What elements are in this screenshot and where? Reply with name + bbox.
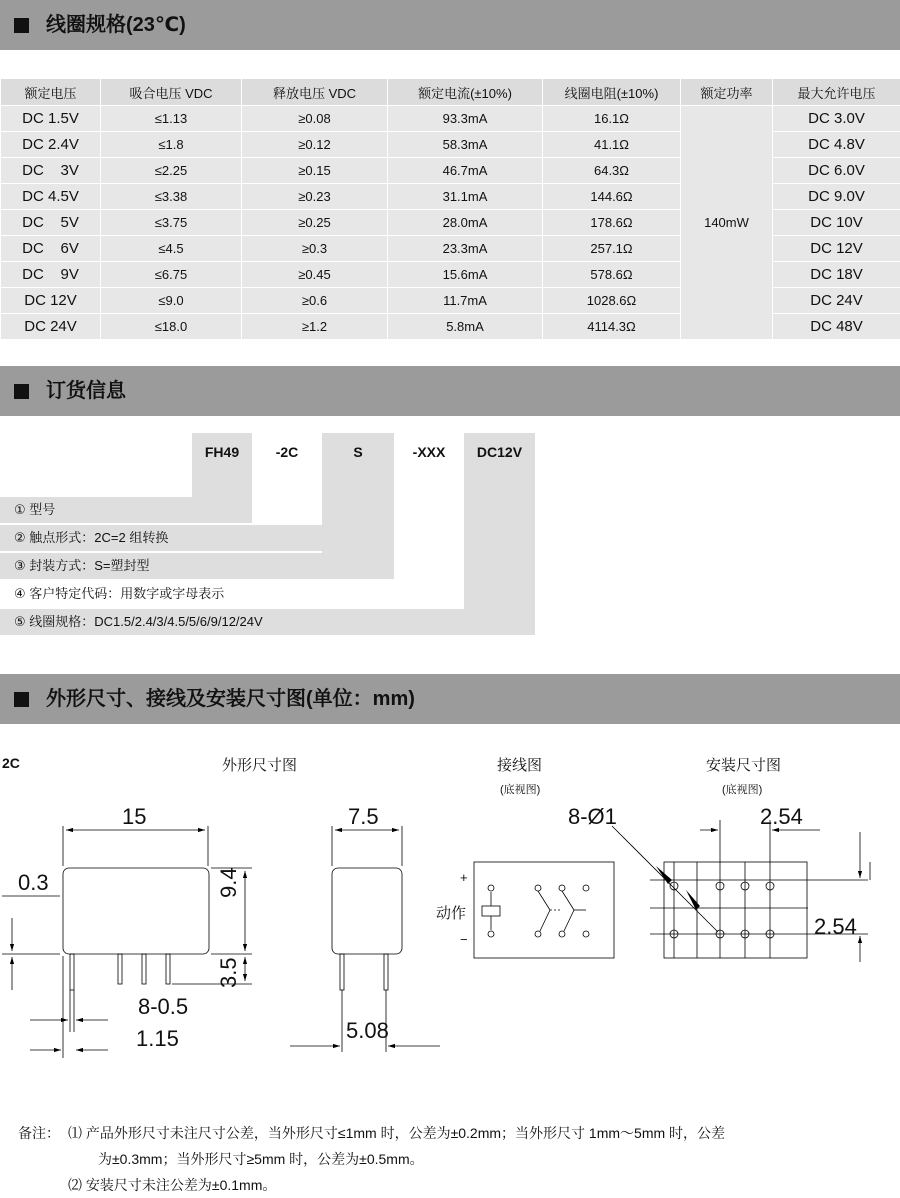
table-cell: 578.6Ω — [543, 262, 681, 288]
table-cell: 41.1Ω — [543, 132, 681, 158]
table-cell: DC 9V — [1, 262, 101, 288]
table-cell: 5.8mA — [388, 314, 543, 340]
table-cell: DC 5V — [1, 210, 101, 236]
table-cell: 11.7mA — [388, 288, 543, 314]
table-cell: 257.1Ω — [543, 236, 681, 262]
coil-label: 动作 — [436, 902, 466, 923]
wiring-subtitle: (底视图) — [500, 781, 540, 797]
header-cell: 吸合电压 VDC — [101, 79, 242, 106]
order-line: ⑤ 线圈规格：DC1.5/2.4/3/4.5/5/6/9/12/24V — [14, 609, 263, 635]
dim-label-9-4: 9.4 — [216, 867, 242, 898]
order-code-model: FH49 — [192, 433, 252, 471]
table-cell: DC 1.5V — [1, 106, 101, 132]
table-cell: 58.3mA — [388, 132, 543, 158]
table-cell: 28.0mA — [388, 210, 543, 236]
table-cell: ≥1.2 — [242, 314, 388, 340]
table-cell: DC 48V — [773, 314, 900, 340]
table-cell: ≥0.08 — [242, 106, 388, 132]
table-cell: 93.3mA — [388, 106, 543, 132]
dim-label-hole: 8-Ø1 — [568, 804, 617, 830]
table-cell: 46.7mA — [388, 158, 543, 184]
table-cell: 4114.3Ω — [543, 314, 681, 340]
table-cell: ≤4.5 — [101, 236, 242, 262]
table-cell: 16.1Ω — [543, 106, 681, 132]
header-cell: 额定电压 — [1, 79, 101, 106]
note-1a: ⑴ 产品外形尺寸未注尺寸公差，当外形尺寸≤1mm 时，公差为±0.2mm；当外形尺寸 1mm～5mm 时，公差 — [68, 1120, 725, 1146]
notes-prefix: 备注： — [18, 1120, 60, 1146]
dim-label-7-5: 7.5 — [348, 804, 379, 830]
relay-front-body — [63, 868, 209, 954]
table-cell: DC 3.0V — [773, 106, 900, 132]
order-line: ② 触点形式：2C=2 组转换 — [14, 525, 168, 551]
table-cell: ≥0.12 — [242, 132, 388, 158]
order-code-contact: -2C — [252, 433, 322, 471]
table-cell: ≤1.8 — [101, 132, 242, 158]
table-cell: ≤9.0 — [101, 288, 242, 314]
variant-label: 2C — [2, 755, 20, 771]
table-cell: DC 12V — [773, 236, 900, 262]
mount-subtitle: (底视图) — [722, 781, 762, 797]
section-title: 外形尺寸、接线及安装尺寸图(单位：mm) — [46, 674, 415, 724]
header-cell: 线圈电阻(±10%) — [543, 79, 681, 106]
note-2: ⑵ 安装尺寸未注公差为±0.1mm。 — [68, 1172, 276, 1198]
table-cell: ≥0.25 — [242, 210, 388, 236]
table-cell: ≤3.38 — [101, 184, 242, 210]
table-cell: ≤3.75 — [101, 210, 242, 236]
relay-side-body — [332, 868, 402, 954]
table-cell: ≥0.6 — [242, 288, 388, 314]
header-cell: 额定电流(±10%) — [388, 79, 543, 106]
table-cell: ≤6.75 — [101, 262, 242, 288]
outline-title: 外形尺寸图 — [222, 754, 297, 775]
section-title: 线圈规格(23℃) — [46, 0, 186, 50]
dim-label-3-5: 3.5 — [216, 957, 242, 988]
table-cell: DC 12V — [1, 288, 101, 314]
table-cell: ≥0.15 — [242, 158, 388, 184]
dim-label-1-15: 1.15 — [136, 1026, 179, 1052]
table-cell: ≥0.45 — [242, 262, 388, 288]
table-cell: ≥0.23 — [242, 184, 388, 210]
table-cell: DC 4.5V — [1, 184, 101, 210]
header-cell: 最大允许电压 — [773, 79, 900, 106]
table-cell: 64.3Ω — [543, 158, 681, 184]
dim-label-8-0-5: 8-0.5 — [138, 994, 188, 1020]
table-cell: ≤1.13 — [101, 106, 242, 132]
dim-label-pitch-x: 2.54 — [760, 804, 803, 830]
table-cell: DC 9.0V — [773, 184, 900, 210]
rated-power-cell: 140mW — [681, 106, 773, 340]
plus-sign: + — [460, 870, 468, 885]
table-cell: 178.6Ω — [543, 210, 681, 236]
coil-symbol — [482, 906, 500, 916]
table-cell: 1028.6Ω — [543, 288, 681, 314]
dim-label-pitch-y: 2.54 — [814, 914, 857, 940]
table-cell: 15.6mA — [388, 262, 543, 288]
order-code-coil: DC12V — [464, 433, 535, 471]
table-cell: DC 4.8V — [773, 132, 900, 158]
dim-label-15: 15 — [122, 804, 146, 830]
note-1b: 为±0.3mm；当外形尺寸≥5mm 时，公差为±0.5mm。 — [98, 1146, 424, 1172]
table-cell: DC 6.0V — [773, 158, 900, 184]
table-cell: ≥0.3 — [242, 236, 388, 262]
table-cell: DC 3V — [1, 158, 101, 184]
wiring-title: 接线图 — [497, 754, 542, 775]
table-cell: DC 24V — [1, 314, 101, 340]
dim-label-5-08: 5.08 — [346, 1018, 389, 1044]
table-cell: 144.6Ω — [543, 184, 681, 210]
order-code-customer: -XXX — [394, 433, 464, 471]
dim-label-0-3: 0.3 — [18, 870, 49, 896]
mount-title: 安装尺寸图 — [706, 754, 781, 775]
table-cell: 31.1mA — [388, 184, 543, 210]
table-cell: DC 24V — [773, 288, 900, 314]
order-code-package: S — [322, 433, 394, 471]
table-cell: ≤18.0 — [101, 314, 242, 340]
table-cell: DC 6V — [1, 236, 101, 262]
order-line: ④ 客户特定代码：用数字或字母表示 — [14, 581, 224, 607]
order-line: ③ 封装方式：S=塑封型 — [14, 553, 150, 579]
table-cell: DC 10V — [773, 210, 900, 236]
section-title: 订货信息 — [46, 366, 126, 416]
table-cell: ≤2.25 — [101, 158, 242, 184]
table-cell: DC 18V — [773, 262, 900, 288]
mount-box — [664, 862, 807, 958]
header-cell: 释放电压 VDC — [242, 79, 388, 106]
table-cell: DC 2.4V — [1, 132, 101, 158]
header-cell: 额定功率 — [681, 79, 773, 106]
table-cell: 23.3mA — [388, 236, 543, 262]
order-line: ① 型号 — [14, 497, 55, 523]
minus-sign: − — [460, 932, 468, 947]
